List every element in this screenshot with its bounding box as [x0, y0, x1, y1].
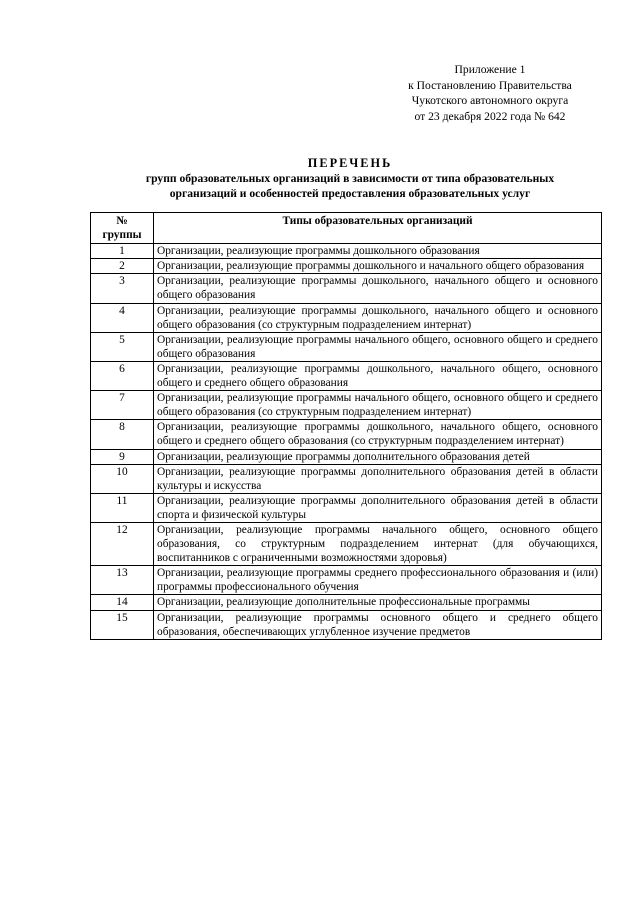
table-row [91, 493, 602, 522]
table-body [91, 244, 602, 640]
document-subtitle [60, 171, 640, 201]
table-row [91, 566, 602, 595]
organization-type-cell: Организации, реализующие программы дополнительного образования детей [154, 449, 602, 464]
group-number-cell: 5 [91, 332, 154, 361]
header-organization-type: Типы образовательных организаций [154, 213, 602, 244]
organization-type-cell: Организации, реализующие программы дошкольного образования [154, 244, 602, 259]
organization-type-cell: Организации, реализующие программы дополнительного образования детей в области спорта и физической культуры [154, 493, 602, 522]
organization-type-cell: Организации, реализующие программы дошкольного, начального общего и основного общего образования (со структурным подразделением интернат) [154, 303, 602, 332]
table-header-row [91, 213, 602, 244]
appendix-block [360, 62, 620, 124]
subtitle-line-2: организаций и особенностей предоставления образовательных услуг [169, 187, 531, 200]
group-number-cell: 9 [91, 449, 154, 464]
group-number-cell: 11 [91, 493, 154, 522]
group-number-cell: 7 [91, 391, 154, 420]
table-row [91, 244, 602, 259]
table-row [91, 449, 602, 464]
table-row [91, 361, 602, 390]
group-number-cell: 6 [91, 361, 154, 390]
table-row [91, 391, 602, 420]
organization-type-cell: Организации, реализующие программы среднего профессионального образования и (или) программы профессионального обучения [154, 566, 602, 595]
table-row [91, 303, 602, 332]
document-title: ПЕРЕЧЕНЬ [307, 156, 393, 170]
subtitle-line-1: групп образовательных организаций в зависимости от типа образовательных [145, 172, 555, 185]
organization-type-cell: Организации, реализующие программы начального общего, основного общего образования, со структурным подразделением интернат (для обучающихся, воспитанников с ограниченными возможностями здоровья) [154, 522, 602, 565]
group-number-cell: 3 [91, 274, 154, 303]
table-row [91, 259, 602, 274]
organization-type-cell: Организации, реализующие программы начального общего, основного общего и среднего общего образования [154, 332, 602, 361]
appendix-line-1: Приложение 1 [454, 63, 526, 76]
table-row [91, 464, 602, 493]
table-row [91, 332, 602, 361]
group-number-cell: 2 [91, 259, 154, 274]
organization-type-cell: Организации, реализующие программы дополнительного образования детей в области культуры и искусства [154, 464, 602, 493]
groups-table [90, 212, 602, 640]
organization-type-cell: Организации, реализующие программы дошкольного, начального общего, основного общего и среднего общего образования [154, 361, 602, 390]
table-row [91, 522, 602, 565]
group-number-cell: 8 [91, 420, 154, 449]
group-number-cell: 13 [91, 566, 154, 595]
group-number-cell: 15 [91, 610, 154, 639]
organization-type-cell: Организации, реализующие программы основного общего и среднего общего образования, обеспечивающих углубленное изучение предметов [154, 610, 602, 639]
organization-type-cell: Организации, реализующие дополнительные профессиональные программы [154, 595, 602, 610]
group-number-cell: 1 [91, 244, 154, 259]
table-row [91, 420, 602, 449]
group-number-cell: 14 [91, 595, 154, 610]
organization-type-cell: Организации, реализующие программы дошкольного, начального общего и основного общего образования [154, 274, 602, 303]
header-group-number [91, 213, 154, 244]
header-num-word: группы [102, 229, 142, 242]
table-row [91, 595, 602, 610]
header-num-symbol: № [116, 215, 128, 227]
appendix-line-3: Чукотского автономного округа [411, 94, 569, 107]
appendix-line-4: от 23 декабря 2022 года № 642 [414, 109, 566, 123]
table-row [91, 610, 602, 639]
organization-type-cell: Организации, реализующие программы дошкольного и начального общего образования [154, 259, 602, 274]
appendix-line-2: к Постановлению Правительства [408, 78, 572, 92]
organization-type-cell: Организации, реализующие программы начального общего, основного общего и среднего общего образования (со структурным подразделением интернат) [154, 391, 602, 420]
table-row [91, 274, 602, 303]
group-number-cell: 4 [91, 303, 154, 332]
organization-type-cell: Организации, реализующие программы дошкольного, начального общего, основного общего и среднего общего образования (со структурным подразделением интернат) [154, 420, 602, 449]
group-number-cell: 12 [91, 522, 154, 565]
group-number-cell: 10 [91, 464, 154, 493]
